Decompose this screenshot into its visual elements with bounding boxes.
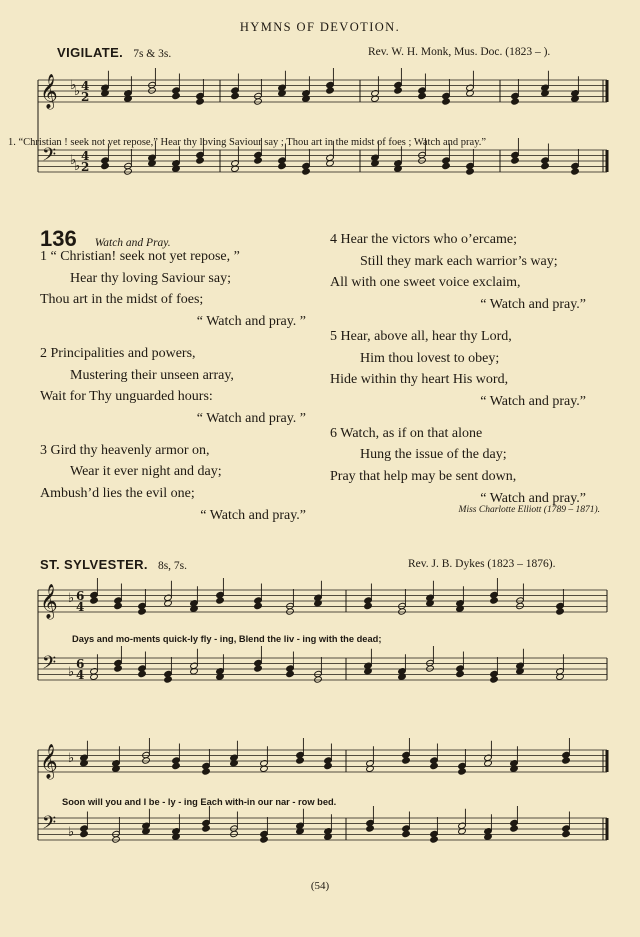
verse-refrain: “ Watch and pray.” xyxy=(480,490,586,506)
verse-refrain: “ Watch and pray. ” xyxy=(196,314,306,330)
note-head xyxy=(148,87,157,94)
hymn-author: Miss Charlotte Elliott (1789 – 1871). xyxy=(458,505,600,515)
note-head xyxy=(124,168,133,175)
verse-line: All with one sweet voice exclaim, xyxy=(330,275,521,291)
time-signature-icon: 2 xyxy=(81,160,90,174)
page-header: HYMNS OF DEVOTION. xyxy=(239,20,401,34)
tune2-name: ST. SYLVESTER. xyxy=(40,557,148,572)
note-head xyxy=(516,602,525,609)
note-head xyxy=(254,602,263,609)
note-head xyxy=(278,162,287,169)
flat-icon: ♭ xyxy=(68,825,75,840)
verse-3 xyxy=(40,440,310,527)
tune1-meter: 7s & 3s. xyxy=(133,48,172,60)
time-signature-icon: 4 xyxy=(81,79,90,93)
verse-1 xyxy=(40,246,310,333)
note-head xyxy=(286,670,295,677)
verse-5 xyxy=(330,326,600,413)
verse-line: 4 Hear the victors who o’ercame; xyxy=(330,232,517,247)
verse-refrain: “ Watch and pray.” xyxy=(480,393,586,409)
verse-line: Pray that help may be sent down, xyxy=(330,469,517,485)
note-head xyxy=(571,168,580,175)
bass-clef-icon: 𝄢 xyxy=(42,813,57,838)
note-head xyxy=(556,608,565,615)
flat-icon: ♭ xyxy=(74,84,81,99)
note-head xyxy=(196,98,205,105)
verse-line: 5 Hear, above all, hear thy Lord, xyxy=(330,328,512,344)
note-head xyxy=(172,762,181,769)
note-head xyxy=(254,157,263,164)
tune1-name: VIGILATE. xyxy=(57,45,124,60)
hymn-number: 136 xyxy=(40,226,77,251)
treble-clef-icon: 𝄞 xyxy=(40,584,58,619)
note-head xyxy=(402,757,411,764)
note-head xyxy=(562,830,571,837)
note-head xyxy=(490,597,499,604)
note-head xyxy=(510,825,519,832)
verse-line: Wear it ever night and day; xyxy=(70,464,222,480)
time-signature-icon: 4 xyxy=(76,600,85,614)
note-head xyxy=(202,768,211,775)
note-head xyxy=(430,762,439,769)
verse-line: Mustering their unseen array, xyxy=(70,367,234,383)
verse-line: Ambush’d lies the evil one; xyxy=(40,486,195,502)
verse-line: Him thou lovest to obey; xyxy=(360,350,500,366)
note-head xyxy=(326,87,335,94)
tune1-score xyxy=(0,60,640,210)
tune1-composer: Rev. W. H. Monk, Mus. Doc. (1823 – ). xyxy=(368,46,551,58)
verses-left xyxy=(40,246,310,526)
note-head xyxy=(80,830,89,837)
verse-line: 6 Watch, as if on that alone xyxy=(330,425,483,441)
verse-line: Hide within thy heart His word, xyxy=(330,372,509,388)
note-head xyxy=(296,757,305,764)
flat-icon: ♭ xyxy=(68,591,75,606)
verse-6 xyxy=(330,423,600,510)
note-head xyxy=(366,825,375,832)
note-head xyxy=(260,836,269,843)
verse-2 xyxy=(40,343,310,430)
note-head xyxy=(138,670,147,677)
verse-line: Still they mark each warrior’s way; xyxy=(360,253,558,269)
verse-line: 3 Gird thy heavenly armor on, xyxy=(40,442,210,458)
page-number: (54) xyxy=(310,880,330,892)
time-signature-icon: 6 xyxy=(76,657,85,671)
note-head xyxy=(398,608,407,615)
verse-line: Thou art in the midst of foes; xyxy=(40,292,204,308)
note-head xyxy=(172,92,181,99)
flat-icon: ♭ xyxy=(68,751,75,766)
tune2-lyrics-1: Days and mo-ments quick-ly fly - ing, Blend the liv - ing with the dead; xyxy=(72,634,382,644)
note-head xyxy=(430,836,439,843)
note-head xyxy=(302,168,311,175)
flat-icon: ♭ xyxy=(70,78,77,93)
note-head xyxy=(114,602,123,609)
note-head xyxy=(254,98,263,105)
note-head xyxy=(101,162,110,169)
tune1-interlude-text: 1. “Christian ! seek not yet repose,” Hear thy loving Saviour say ; Thou art in the midst of foes ; Watch and pray.” xyxy=(8,137,487,148)
verse-line: Wait for Thy unguarded hours: xyxy=(40,389,213,405)
bass-clef-icon: 𝄢 xyxy=(42,653,57,678)
note-head xyxy=(418,92,427,99)
note-head xyxy=(254,665,263,672)
tune2-composer: Rev. J. B. Dykes (1823 – 1876). xyxy=(408,558,556,570)
verse-4 xyxy=(330,229,600,316)
verses-right xyxy=(330,229,600,509)
tune2-meter: 8s, 7s. xyxy=(157,560,188,572)
tune2-lyrics-2: Soon will you and I be - ly - ing Each with-in our nar - row bed. xyxy=(62,797,337,807)
flat-icon: ♭ xyxy=(68,665,75,680)
note-head xyxy=(196,157,205,164)
note-head xyxy=(442,98,451,105)
flat-icon: ♭ xyxy=(70,153,77,168)
note-head xyxy=(324,762,333,769)
note-head xyxy=(541,162,550,169)
note-head xyxy=(202,825,211,832)
note-head xyxy=(490,676,499,683)
note-head xyxy=(138,608,147,615)
note-head xyxy=(442,162,451,169)
note-head xyxy=(562,757,571,764)
note-head xyxy=(314,676,323,683)
verse-line: Hung the issue of the day; xyxy=(360,447,507,463)
bass-clef-icon: 𝄢 xyxy=(42,145,57,170)
note-head xyxy=(426,665,435,672)
time-signature-icon: 4 xyxy=(76,668,85,682)
note-head xyxy=(230,830,239,837)
time-signature-icon: 2 xyxy=(81,90,90,104)
note-head xyxy=(286,608,295,615)
verse-refrain: “ Watch and pray. ” xyxy=(196,410,306,426)
time-signature-icon: 4 xyxy=(81,149,90,163)
note-head xyxy=(216,597,225,604)
note-head xyxy=(402,830,411,837)
verse-refrain: “ Watch and pray.” xyxy=(200,507,306,523)
tune2-score-system1 xyxy=(0,570,640,720)
treble-clef-icon: 𝄞 xyxy=(40,744,58,779)
verse-line: 2 Principalities and powers, xyxy=(40,345,196,361)
note-head xyxy=(114,665,123,672)
note-head xyxy=(456,670,465,677)
note-head xyxy=(90,597,99,604)
time-signature-icon: 6 xyxy=(76,589,85,603)
note-head xyxy=(511,98,520,105)
note-head xyxy=(364,602,373,609)
note-head xyxy=(164,676,173,683)
verse-line: 1 “ Christian! seek not yet repose, ” xyxy=(40,249,240,264)
note-head xyxy=(458,768,467,775)
note-head xyxy=(466,168,475,175)
note-head xyxy=(112,836,121,843)
note-head xyxy=(142,757,151,764)
treble-clef-icon: 𝄞 xyxy=(40,74,58,109)
verse-line: Hear thy loving Saviour say; xyxy=(70,270,231,286)
note-head xyxy=(394,87,403,94)
note-head xyxy=(418,157,427,164)
note-head xyxy=(511,157,520,164)
flat-icon: ♭ xyxy=(74,159,81,174)
verse-refrain: “ Watch and pray.” xyxy=(480,297,586,313)
hymn-title: Watch and Pray. xyxy=(94,237,171,249)
note-head xyxy=(231,92,240,99)
